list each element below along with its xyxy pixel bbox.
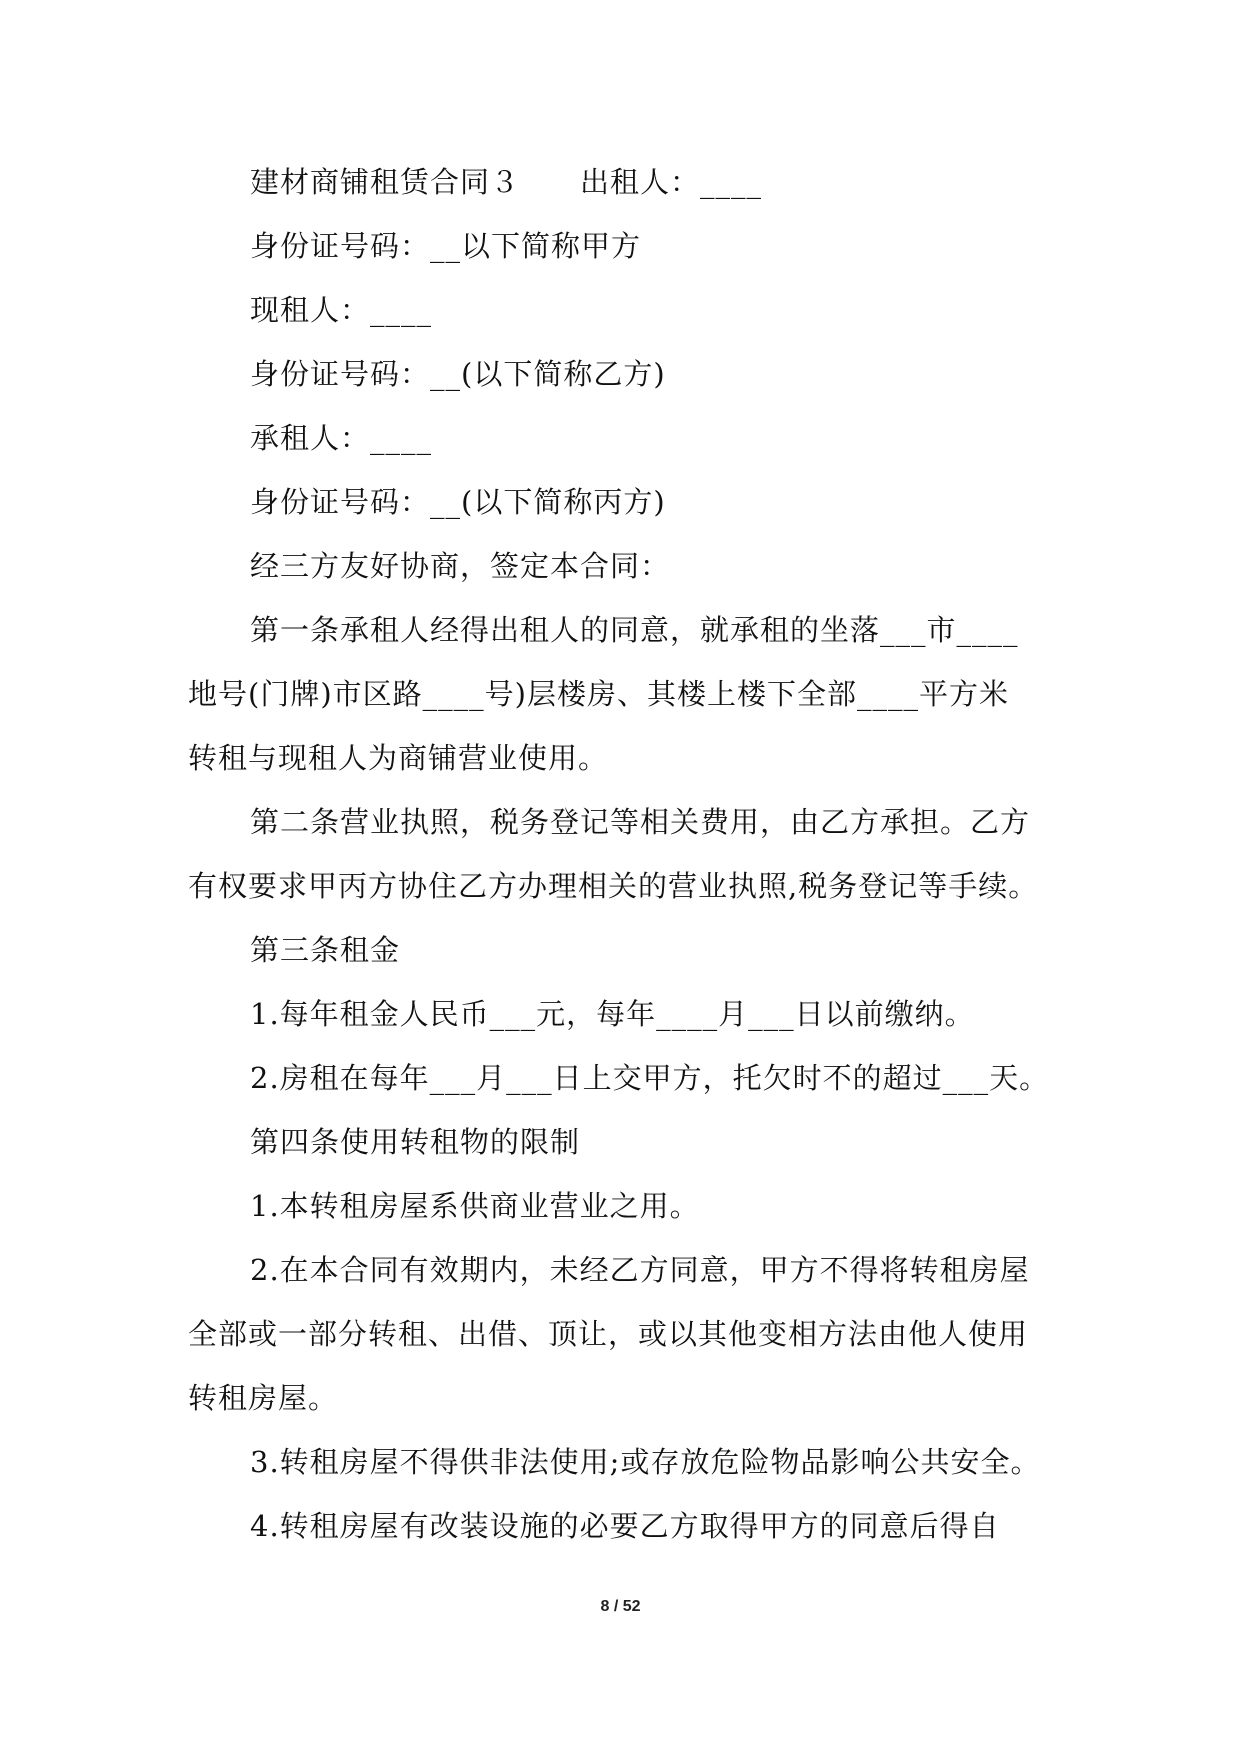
text-line: 2.房租在每年___月___日上交甲方，托欠时不的超过___天。 bbox=[250, 1061, 1050, 1095]
text-line: 经三方友好协商，签定本合同： bbox=[250, 549, 671, 583]
text-line: 第一条承租人经得出租人的同意，就承租的坐落___市____ bbox=[250, 613, 1019, 647]
text-line: 身份证号码：__(以下简称乙方) bbox=[250, 357, 666, 391]
page-number: 8 / 52 bbox=[600, 1598, 641, 1615]
text-line: 1.每年租金人民币___元，每年____月___日以前缴纳。 bbox=[250, 997, 975, 1031]
text-line: 3.转租房屋不得供非法使用;或存放危险物品影响公共安全。 bbox=[250, 1445, 1041, 1479]
text-line: 转租房屋。 bbox=[188, 1381, 339, 1415]
text-line: 有权要求甲丙方协住乙方办理相关的营业执照,税务登记等手续。 bbox=[188, 869, 1039, 903]
text-line: 承租人：____ bbox=[250, 421, 433, 455]
text-line: 4.转租房屋有改装设施的必要乙方取得甲方的同意后得自 bbox=[250, 1509, 1000, 1543]
document-body bbox=[188, 150, 1068, 1558]
contract-title-line: 建材商铺租赁合同３ 出租人：____ bbox=[250, 165, 763, 199]
text-line: 全部或一部分转租、出借、顶让，或以其他变相方法由他人使用 bbox=[188, 1317, 1029, 1351]
text-line: 第四条使用转租物的限制 bbox=[250, 1125, 581, 1159]
text-line: 第二条营业执照，税务登记等相关费用，由乙方承担。乙方 bbox=[250, 805, 1031, 839]
text-line: 身份证号码：__(以下简称丙方) bbox=[250, 485, 666, 519]
text-line: 现租人：____ bbox=[250, 293, 433, 327]
text-line: 身份证号码：__以下简称甲方 bbox=[250, 229, 642, 263]
text-line: 2.在本合同有效期内，未经乙方同意，甲方不得将转租房屋 bbox=[250, 1253, 1030, 1287]
text-line: 第三条租金 bbox=[250, 933, 401, 967]
text-line: 地号(门牌)市区路____号)层楼房、其楼上楼下全部____平方米 bbox=[188, 677, 1009, 711]
text-line: 转租与现租人为商铺营业使用。 bbox=[188, 741, 609, 775]
text-line: 1.本转租房屋系供商业营业之用。 bbox=[250, 1189, 700, 1223]
